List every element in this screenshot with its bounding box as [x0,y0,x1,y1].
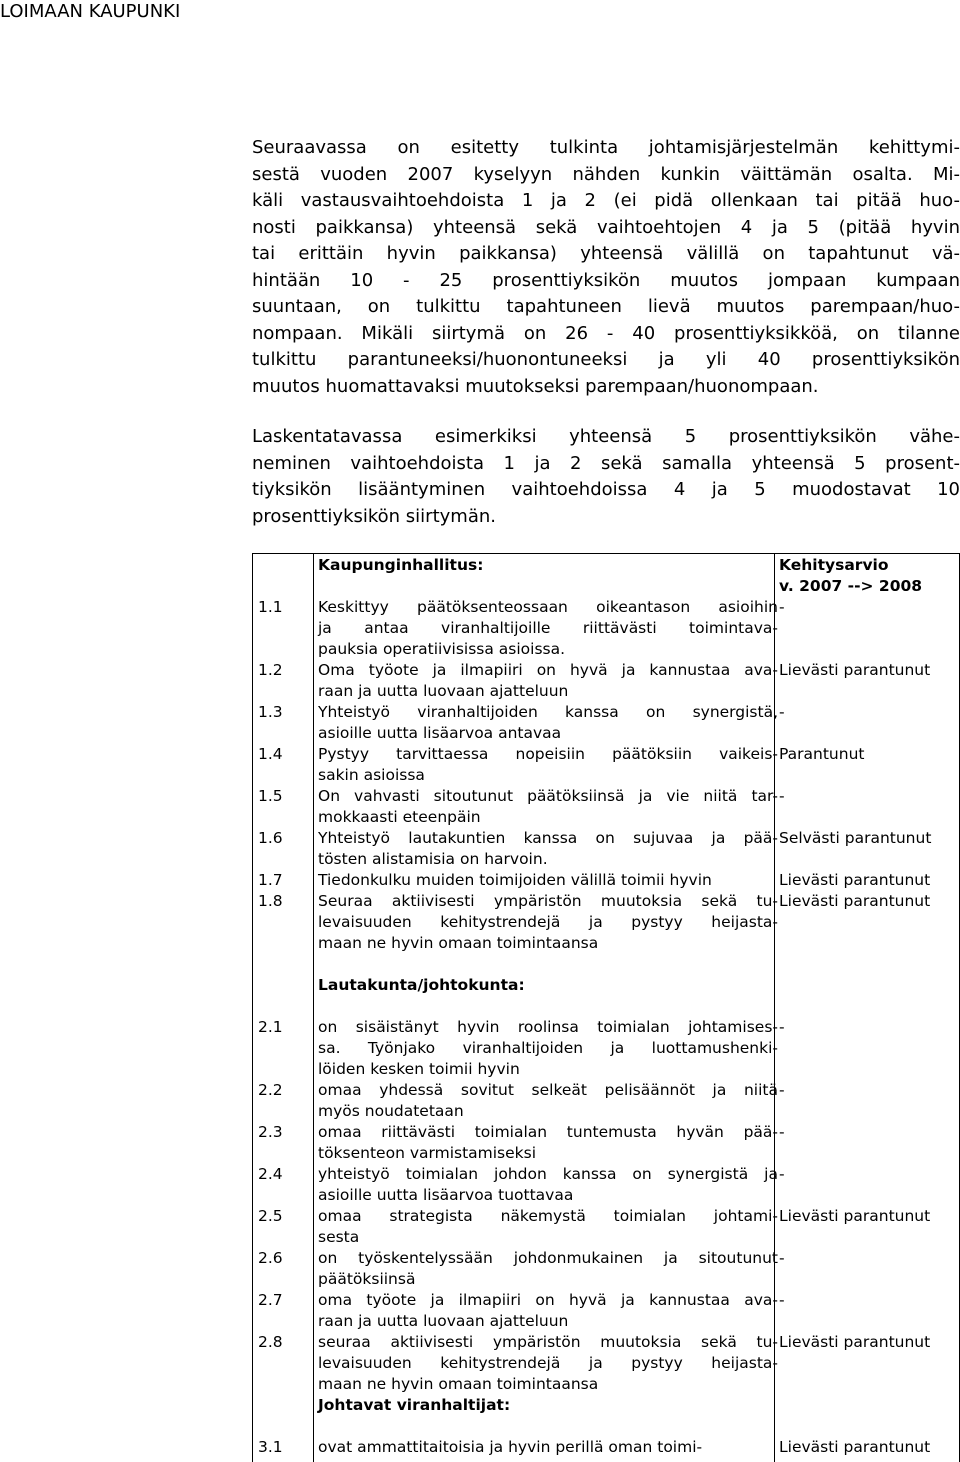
table-row [252,744,960,786]
paragraph-line: käli vastausvaihtoehdoista 1 ja 2 (ei pidä ollenkaan tai pitää huo- [252,190,960,211]
table-row [252,702,960,744]
statement-line: tösten alistamisia on harvoin. [318,850,548,868]
estimate-value: - [779,787,785,805]
paragraph-line: tiyksikön lisääntyminen vaihtoehdoissa 4 ja 5 muodostavat 10 [252,479,960,500]
statement-line: oma työote ja ilmapiiri on hyvä ja kannustaa ava- [318,1291,778,1309]
statement-line: maan ne hyvin omaan toimintaansa [318,1375,599,1393]
estimate-value: Parantunut [779,745,865,763]
statement-line: seuraa aktiivisesti ympäristön muutoksia sekä tu- [318,1333,778,1351]
statement-line: sakin asioissa [318,766,425,784]
statement-line: on sisäistänyt hyvin roolinsa toimialan johtamises- [318,1018,778,1036]
paragraph-line: nompaan. Mikäli siirtymä on 26 - 40 prosenttiyksikköä, on tilanne [252,322,960,344]
estimate-value: - [779,1081,785,1099]
statement-text [318,891,778,954]
statement-text [318,1164,778,1206]
statement-line: omaa yhdessä sovitut selkeät pelisäännöt ja niitä [318,1081,778,1099]
statement-text [318,744,778,786]
statement-line: asioille uutta lisäarvoa antavaa [318,724,562,742]
statement-text [318,1332,778,1395]
estimate-value: Lievästi parantunut [779,1333,931,1351]
statement-line: myös noudatetaan [318,1102,464,1120]
row-number: 2.7 [258,1291,283,1309]
statement-text [318,786,778,828]
estimate-value: Selvästi parantunut [779,829,932,847]
statement-text [318,1437,778,1458]
statement-line: levaisuuden kehitystrendejä ja pystyy heijasta- [318,1354,778,1372]
estimate-value: Lievästi parantunut [779,892,931,910]
organization-header: LOIMAAN KAUPUNKI [0,1,181,22]
row-number: 2.8 [258,1333,283,1351]
statement-line: ovat ammattitaitoisia ja hyvin perillä oman toimi- [318,1438,703,1456]
table-row [252,1080,960,1122]
table-row [252,891,960,954]
estimate-value: - [779,598,785,616]
section-title: Kaupunginhallitus: [318,556,484,574]
estimate-value: - [779,1249,785,1267]
paragraph-line: tulkittu parantuneeksi/huonontuneeksi ja yli 40 prosenttiyksikön [252,349,960,370]
table-row [252,828,960,870]
statement-line: Tiedonkulku muiden toimijoiden välillä toimii hyvin [318,871,712,889]
statement-line: omaa riittävästi toimialan tuntemusta hyvän pää- [318,1123,778,1141]
statement-text [318,1080,778,1122]
statement-text [318,597,778,660]
estimate-value: - [779,1165,785,1183]
row-number: 1.7 [258,871,283,889]
statement-text [318,702,778,744]
section-title: Lautakunta/johtokunta: [318,976,525,994]
statement-line: raan ja uutta luovaan ajatteluun [318,1312,569,1330]
statement-line: pauksia operatiivisissa asioissa. [318,640,566,658]
statement-text [318,828,778,870]
statement-text [318,1122,778,1164]
statement-text [318,1206,778,1248]
statement-line: Pystyy tarvittaessa nopeisiin päätöksiin vaikeis- [318,745,778,763]
statement-line: maan ne hyvin omaan toimintaansa [318,934,599,952]
row-number: 2.6 [258,1249,283,1267]
example-paragraph [252,424,960,530]
estimate-value: Lievästi parantunut [779,1438,931,1456]
row-number: 2.4 [258,1165,283,1183]
statement-line: asioille uutta lisäarvoa tuottavaa [318,1186,574,1204]
statement-line: On vahvasti sitoutunut päätöksiinsä ja vie niitä tar- [318,787,778,805]
paragraph-line: tai erittäin hyvin paikkansa) yhteensä välillä on tapahtunut vä- [252,243,960,264]
statement-text [318,1290,778,1332]
paragraph-line: Seuraavassa on esitetty tulkinta johtamisjärjestelmän kehittymi- [252,137,960,158]
paragraph-line: muutos huomattavaksi muutokseksi parempaan/huonompaan. [252,375,819,397]
row-number: 2.1 [258,1018,283,1036]
table-row [252,1437,960,1458]
statement-line: töksenteon varmistamiseksi [318,1144,537,1162]
table-row [252,1290,960,1332]
statement-line: ja antaa viranhaltijoille riittävästi toimintava- [318,619,778,637]
statement-text [318,1017,778,1080]
row-number: 1.5 [258,787,283,805]
estimate-value: Lievästi parantunut [779,871,931,889]
estimate-value: Lievästi parantunut [779,661,931,679]
statement-line: Yhteistyö lautakuntien kanssa on sujuvaa ja pää- [318,829,778,847]
paragraph-line: suuntaan, on tulkittu tapahtuneen lievä muutos parempaan/huo- [252,296,960,317]
statement-line: sa. Työnjako viranhaltijoiden ja luottamushenki- [318,1039,778,1057]
estimate-value: - [779,1291,785,1309]
row-number: 1.1 [258,598,283,616]
statement-line: löiden kesken toimii hyvin [318,1060,520,1078]
row-number: 1.8 [258,892,283,910]
statement-text [318,870,778,891]
statement-line: raan ja uutta luovaan ajatteluun [318,682,569,700]
paragraph-line: neminen vaihtoehdoista 1 ja 2 sekä samalla yhteensä 5 prosent- [252,452,960,474]
table-row [252,597,960,660]
statement-line: päätöksiinsä [318,1270,416,1288]
statement-line: levaisuuden kehitystrendejä ja pystyy heijasta- [318,913,778,931]
paragraph-line: nosti paikkansa) yhteensä sekä vaihtoehtojen 4 ja 5 (pitää hyvin [252,216,960,238]
statement-line: omaa strategista näkemystä toimialan johtami- [318,1207,778,1225]
statement-line: on työskentelyssään johdonmukainen ja sitoutunut [318,1249,778,1267]
estimate-value: - [779,703,785,721]
column-header-period: v. 2007 --> 2008 [779,577,923,595]
statement-line: Keskittyy päätöksenteossaan oikeantason asioihin [318,598,778,616]
statement-line: sesta [318,1228,360,1246]
row-number: 2.2 [258,1081,283,1099]
table-row [252,1332,960,1395]
section-title: Johtavat viranhaltijat: [318,1396,511,1414]
estimate-value: Lievästi parantunut [779,1207,931,1225]
table-row [252,786,960,828]
statement-text [318,660,778,702]
table-row [252,1017,960,1080]
intro-paragraph [252,135,960,400]
estimate-value: - [779,1123,785,1141]
statement-line: yhteistyö toimialan johdon kanssa on synergistä ja [318,1165,778,1183]
paragraph-line: Laskentatavassa esimerkiksi yhteensä 5 prosenttiyksikön vähe- [252,426,960,447]
statement-line: Yhteistyö viranhaltijoiden kanssa on synergistä, [318,703,778,721]
statement-text [318,1248,778,1290]
row-number: 1.6 [258,829,283,847]
evaluation-table [252,553,960,1462]
statement-line: mokkaasti eteenpäin [318,808,481,826]
paragraph-line: prosenttiyksikön siirtymän. [252,505,496,527]
table-row [252,870,960,891]
estimate-value: - [779,1018,785,1036]
row-number: 2.3 [258,1123,283,1141]
table-row [252,660,960,702]
column-header-estimate: Kehitysarvio [779,556,889,574]
row-number: 2.5 [258,1207,283,1225]
table-row [252,1122,960,1164]
table-row [252,1164,960,1206]
statement-line: Oma työote ja ilmapiiri on hyvä ja kannustaa ava- [318,661,778,679]
row-number: 1.4 [258,745,283,763]
row-number: 1.3 [258,703,283,721]
statement-line: Seuraa aktiivisesti ympäristön muutoksia sekä tu- [318,892,778,910]
row-number: 1.2 [258,661,283,679]
paragraph-line: hintään 10 - 25 prosenttiyksikön muutos jompaan kumpaan [252,269,960,291]
paragraph-line: sestä vuoden 2007 kyselyyn nähden kunkin väittämän osalta. Mi- [252,163,960,185]
table-row [252,1248,960,1290]
row-number: 3.1 [258,1438,283,1456]
table-row [252,1206,960,1248]
table-border-top [252,553,960,554]
